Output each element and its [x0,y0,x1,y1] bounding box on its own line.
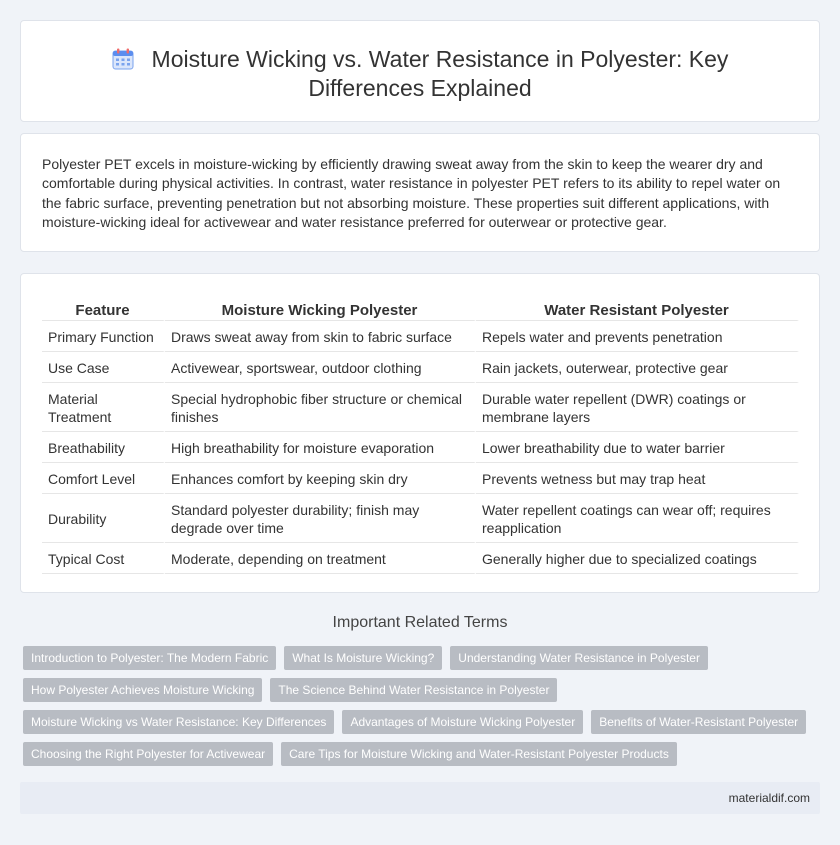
calendar-icon [112,48,134,70]
table-cell: Material Treatment [42,383,165,432]
table-cell: Standard polyester durability; finish may degrade over time [165,494,476,543]
table-row [42,383,799,432]
table-cell: Draws sweat away from skin to fabric surface [165,321,476,352]
page-title: Moisture Wicking vs. Water Resistance in Polyester: Key Differences Explained [151,46,729,101]
footer-site-link[interactable]: materialdif.com [728,791,810,805]
table-cell: Prevents wetness but may trap heat [476,463,799,494]
table-cell: Lower breathability due to water barrier [476,432,799,463]
table-cell: Typical Cost [42,543,165,574]
table-cell: Comfort Level [42,463,165,494]
related-terms-title: Important Related Terms [332,614,508,631]
table-cell: Durability [42,494,165,543]
intro-paragraph: Polyester PET excels in moisture-wicking by efficiently drawing sweat away from the skin to keep the wearer dry and comfortable during physical activities. In contrast, water resistance in polyester PET refers to its ability to repel water on the fabric surface, preventing penetration but not absorbing moisture. These properties suit different applications, with moisture-wicking ideal for activewear and water resistance preferred for outerwear or protective gear. [42,156,781,230]
comparison-table [42,296,799,574]
table-cell: Rain jackets, outerwear, protective gear [476,352,799,383]
table-cell: Moderate, depending on treatment [165,543,476,574]
table-header-row [42,296,799,321]
related-terms-list [23,646,813,766]
table-row [42,352,799,383]
table-header-water-resistant: Water Resistant Polyester [476,296,799,321]
related-term-link[interactable]: How Polyester Achieves Moisture Wicking [23,678,262,702]
table-row [42,463,799,494]
related-term-link[interactable]: Choosing the Right Polyester for Activewear [23,742,273,766]
table-cell: High breathability for moisture evaporation [165,432,476,463]
table-row [42,543,799,574]
related-term-link[interactable]: The Science Behind Water Resistance in Polyester [270,678,557,702]
table-cell: Activewear, sportswear, outdoor clothing [165,352,476,383]
related-term-link[interactable]: Introduction to Polyester: The Modern Fabric [23,646,276,670]
table-cell: Durable water repellent (DWR) coatings or membrane layers [476,383,799,432]
table-cell: Enhances comfort by keeping skin dry [165,463,476,494]
table-cell: Special hydrophobic fiber structure or chemical finishes [165,383,476,432]
table-cell: Generally higher due to specialized coatings [476,543,799,574]
related-term-link[interactable]: Understanding Water Resistance in Polyester [450,646,708,670]
table-cell: Water repellent coatings can wear off; requires reapplication [476,494,799,543]
table-cell: Primary Function [42,321,165,352]
related-term-link[interactable]: Care Tips for Moisture Wicking and Water-Resistant Polyester Products [281,742,677,766]
related-term-link[interactable]: Advantages of Moisture Wicking Polyester [342,710,583,734]
related-term-link[interactable]: Moisture Wicking vs Water Resistance: Key Differences [23,710,334,734]
table-row [42,494,799,543]
table-header-moisture-wicking: Moisture Wicking Polyester [165,296,476,321]
footer [20,782,820,814]
table-row [42,432,799,463]
intro-card [20,133,820,252]
related-term-link[interactable]: What Is Moisture Wicking? [284,646,442,670]
table-cell: Use Case [42,352,165,383]
table-header-feature: Feature [42,296,165,321]
comparison-table-card [20,273,820,593]
table-row [42,321,799,352]
table-cell: Breathability [42,432,165,463]
related-term-link[interactable]: Benefits of Water-Resistant Polyester [591,710,806,734]
table-cell: Repels water and prevents penetration [476,321,799,352]
page-title-wrap [21,45,819,103]
header-card [20,20,820,122]
